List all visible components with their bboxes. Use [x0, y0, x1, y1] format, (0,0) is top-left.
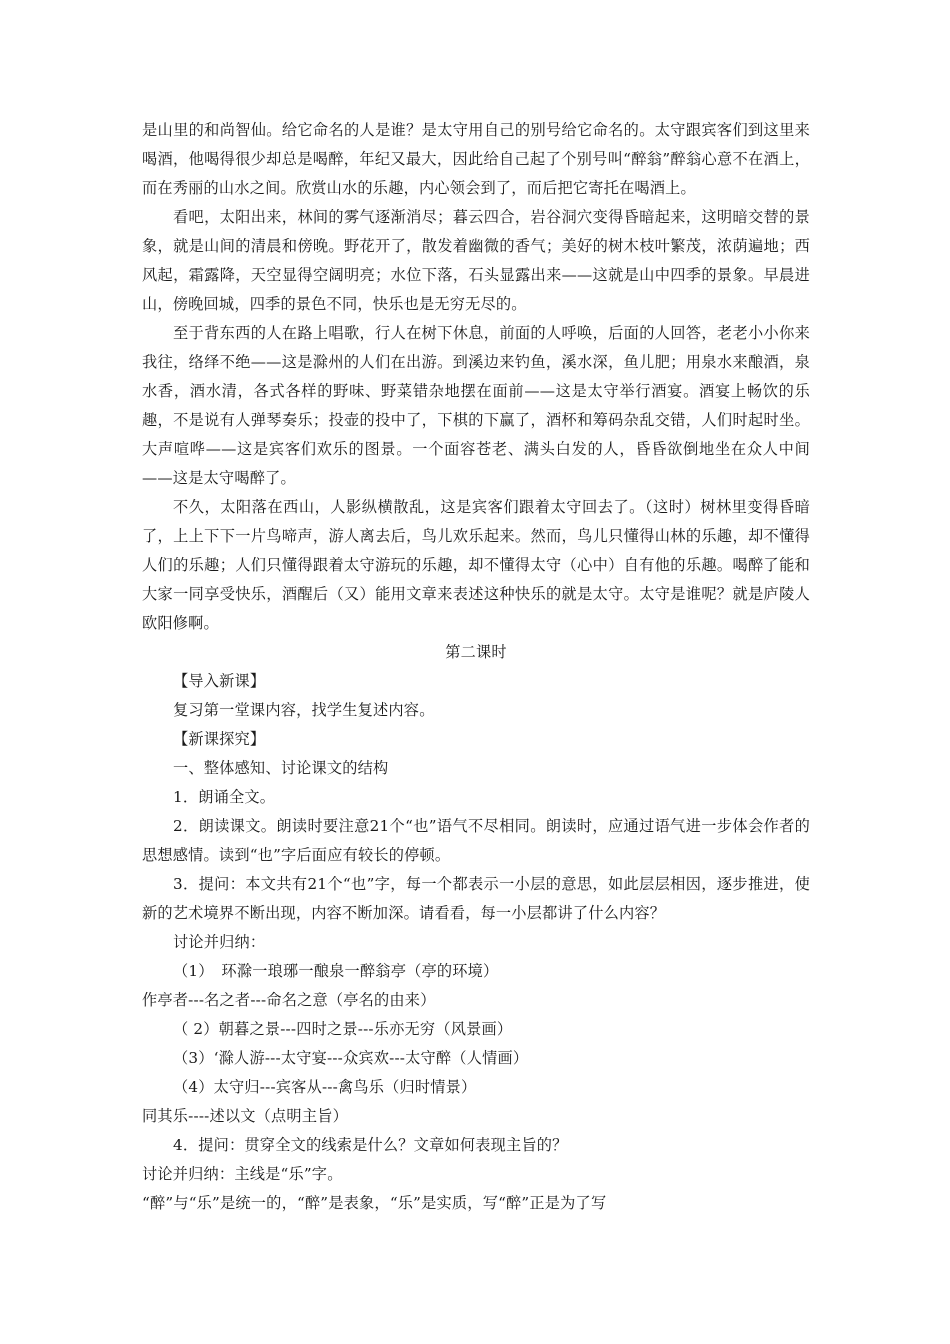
closing-text: “醉”与“乐”是统一的，“醉”是表象，“乐”是实质，写“醉”正是为了写 — [142, 1194, 607, 1212]
subheading-structure: 一、整体感知、讨论课文的结构 — [173, 759, 389, 777]
heading-explore: 【新课探究】 — [173, 730, 266, 748]
heading-intro: 【导入新课】 — [173, 672, 266, 690]
paragraph-3: 至于背东西的人在路上唱歌，行人在树下休息，前面的人呼唤，后面的人回答，老老小小你来我往，络绎不绝——这是滁州的人们在出游。到溪边来钓鱼，溪水深，鱼儿肥；用泉水来酿酒，泉水香，酒水清，各式各样的野味、野菜错杂地摆在面前——这是太守举行酒宴。酒宴上畅饮的乐趣，不是说有人弹琴奏乐；投壶的投中了，下棋的下赢了，酒杯和筹码杂乱交错，人们时起时坐。大声喧哗——这是宾客们欢乐的图景。一个面容苍老、满头白发的人，昏昏欲倒地坐在众人中间——这是太守喝醉了。 — [142, 324, 810, 487]
discussion-label: 讨论并归纳： — [173, 933, 266, 951]
outline-item-4: （4）太守归---宾客从---禽鸟乐（归时情景） — [173, 1078, 477, 1096]
outline-item-1: （1） 环滁一琅琊一酿泉一醉翁亭（亭的环境） — [173, 962, 499, 980]
step-2: 2．朗读课文。朗读时要注意21个“也”语气不尽相同。朗读时，应通过语气进一步体会作者的思想感情。读到“也”字后面应有较长的停顿。 — [142, 817, 810, 864]
step-1: 1．朗诵全文。 — [173, 788, 276, 806]
step-3: 3．提问：本文共有21个“也”字，每一个都表示一小层的意思，如此层层相因，逐步推进，使新的艺术境界不断出现，内容不断加深。请看看，每一小层都讲了什么内容？ — [142, 875, 810, 922]
intro-text: 复习第一堂课内容，找学生复述内容。 — [173, 701, 435, 719]
paragraph-2: 看吧，太阳出来，林间的雾气逐渐消尽；暮云四合，岩谷洞穴变得昏暗起来，这明暗交替的景象，就是山间的清晨和傍晚。野花开了，散发着幽微的香气；美好的树木枝叶繁茂，浓荫遍地；西风起，霜露降，天空显得空阔明亮；水位下落，石头显露出来——这就是山中四季的景象。早晨进山，傍晚回城，四季的景色不同，快乐也是无穷无尽的。 — [142, 208, 810, 313]
discussion-summary: 讨论并归纳：主线是“乐”字。 — [142, 1165, 343, 1183]
outline-item-2: （ 2）朝暮之景---四时之景---乐亦无穷（风景画） — [173, 1020, 513, 1038]
section-title: 第二课时 — [445, 643, 507, 661]
paragraph-1: 是山里的和尚智仙。给它命名的人是谁？是太守用自己的别号给它命名的。太守跟宾客们到这里来喝酒，他喝得很少却总是喝醉，年纪又最大，因此给自己起了个别号叫“醉翁”醉翁心意不在酒上，而在秀丽的山水之间。欣赏山水的乐趣，内心领会到了，而后把它寄托在喝酒上。 — [142, 121, 810, 197]
outline-item-4b: 同其乐----述以文（点明主旨） — [142, 1107, 348, 1125]
step-4: 4．提问：贯穿全文的线索是什么？文章如何表现主旨的？ — [173, 1136, 568, 1154]
outline-item-1b: 作亭者---名之者---命名之意（亭名的由来） — [142, 991, 436, 1009]
outline-item-3: （3）‘滁人游---太守宴---众宾欢---太守醉（人情画） — [173, 1049, 529, 1067]
paragraph-4: 不久，太阳落在西山，人影纵横散乱，这是宾客们跟着太守回去了。（这时）树林里变得昏暗了，上上下下一片鸟啼声，游人离去后，鸟儿欢乐起来。然而，鸟儿只懂得山林的乐趣，却不懂得人们的乐趣；人们只懂得跟着太守游玩的乐趣，却不懂得太守（心中）自有他的乐趣。喝醉了能和大家一同享受快乐，酒醒后（又）能用文章来表述这种快乐的就是太守。太守是谁呢？就是庐陵人欧阳修啊。 — [142, 498, 810, 632]
